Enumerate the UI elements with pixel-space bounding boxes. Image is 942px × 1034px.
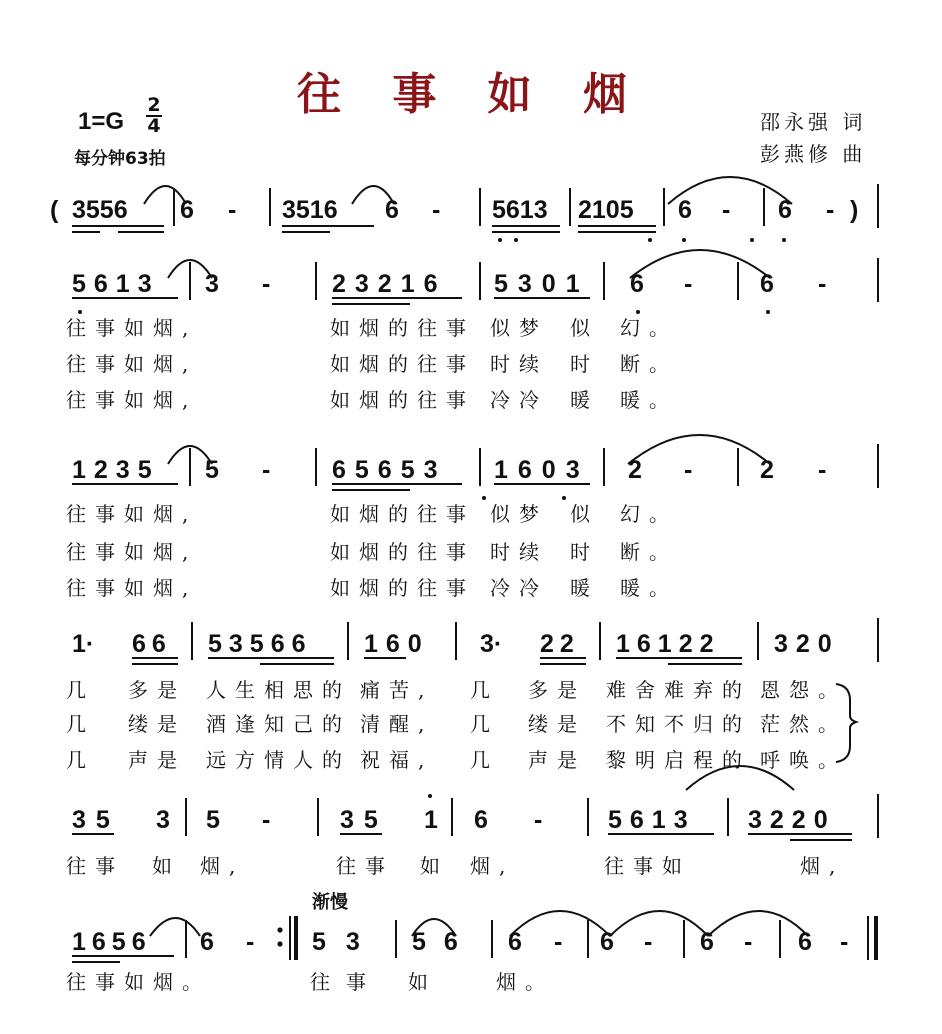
lyric-e: 烟。 xyxy=(496,970,554,994)
lyric-verse1-e: 幻。 xyxy=(620,316,678,340)
note-group: 35 xyxy=(340,806,388,834)
sustain-dash: - xyxy=(744,928,753,956)
lyric-verse2-h: 茫然。 xyxy=(760,712,847,736)
lyric-verse1-g: 难舍难弃的 xyxy=(606,678,751,702)
note-group: 320 xyxy=(774,630,840,658)
note-group: 56 xyxy=(412,928,476,956)
note-group: 35 xyxy=(72,806,120,834)
note-group: 6 xyxy=(180,196,194,224)
note-group: 6 xyxy=(385,196,399,224)
note-group: 6 xyxy=(700,928,714,956)
lyric-c: 烟, xyxy=(200,854,245,878)
lyric-verse2-a: 往事如烟, xyxy=(66,352,198,376)
note-group: 3 xyxy=(205,270,219,298)
note-group: 5 xyxy=(205,456,219,484)
lyric-verse2-d: 清醒, xyxy=(360,712,434,736)
lyric-verse2-c: 时续 xyxy=(490,352,548,376)
sustain-dash: - xyxy=(826,196,835,224)
close-paren: ) xyxy=(850,196,859,224)
sustain-dash: - xyxy=(644,928,653,956)
note-group: 5613 xyxy=(72,270,160,298)
sustain-dash: - xyxy=(554,928,563,956)
lyric-verse2-d: 时 xyxy=(570,352,599,376)
lyric-d: 如 xyxy=(408,970,437,994)
sustain-dash: - xyxy=(818,270,827,298)
note-group: 16122 xyxy=(616,630,721,658)
lyric-e: 如 xyxy=(420,854,449,878)
lyric-verse1-h: 恩怨。 xyxy=(760,678,847,702)
time-signature-numerator: 2 xyxy=(147,94,161,116)
lyric-f: 烟, xyxy=(470,854,515,878)
lyric-verse3-h: 呼唤。 xyxy=(760,748,847,772)
note-group: 6 xyxy=(798,928,812,956)
lyric-verse2-c: 时续 xyxy=(490,540,548,564)
lyric-verse1-a: 往事如烟, xyxy=(66,502,198,526)
sustain-dash: - xyxy=(722,196,731,224)
lyric-verse3-g: 黎明启程的 xyxy=(606,748,751,772)
note-group: 5613 xyxy=(608,806,696,834)
lyric-g: 往事如 xyxy=(604,854,691,878)
lyric-verse3-a: 往事如烟, xyxy=(66,388,198,412)
lyric-verse1-c: 人生相思的 xyxy=(206,678,351,702)
note-group: 1235 xyxy=(72,456,160,484)
lyric-verse3-e: 暖。 xyxy=(620,576,678,600)
lyric-verse3-e: 几 xyxy=(470,748,499,772)
song-title: 往 事 如 烟 xyxy=(297,69,645,120)
lyricist-credit: 邵永强 词 xyxy=(760,110,867,134)
sustain-dash: - xyxy=(818,456,827,484)
note-group: 23216 xyxy=(332,270,447,298)
lyric-verse1-c: 似梦 xyxy=(490,316,548,340)
lyric-verse1-f: 多是 xyxy=(528,678,586,702)
lyric-verse2-e: 几 xyxy=(470,712,499,736)
lyric-verse1-d: 痛苦, xyxy=(360,678,434,702)
sustain-dash: - xyxy=(432,196,441,224)
note-group: 160 xyxy=(364,630,430,658)
lyric-a: 往事 xyxy=(66,854,124,878)
key-signature: 1=G xyxy=(78,108,125,135)
note-group: 1603 xyxy=(494,456,590,484)
lyric-verse2-f: 缕是 xyxy=(528,712,586,736)
note-group: 6 xyxy=(200,928,214,956)
lyric-verse2-d: 时 xyxy=(570,540,599,564)
lyric-verse3-a: 几 xyxy=(66,748,95,772)
lyric-verse1-b: 多是 xyxy=(128,678,186,702)
lyric-verse1-d: 似 xyxy=(570,316,599,340)
note-group: 6 xyxy=(600,928,614,956)
lyric-verse2-a: 往事如烟, xyxy=(66,540,198,564)
note-group: 65653 xyxy=(332,456,447,484)
note-group: 5 xyxy=(206,806,220,834)
lyric-verse1-b: 如烟的往事 xyxy=(330,502,475,526)
tempo-marking: 每分钟63拍 xyxy=(74,149,166,169)
lyric-verse2-a: 几 xyxy=(66,712,95,736)
lyric-verse2-e: 断。 xyxy=(620,352,678,376)
note-group: 66 xyxy=(132,630,172,658)
note-group: 6 xyxy=(508,928,522,956)
note-group: 5613 xyxy=(492,196,548,224)
note-group: 53566 xyxy=(208,630,313,658)
lyric-verse2-b: 如烟的往事 xyxy=(330,540,475,564)
sustain-dash: - xyxy=(246,928,255,956)
note-group: 2 xyxy=(760,456,774,484)
lyric-verse1-d: 似 xyxy=(570,502,599,526)
note-group: 1 xyxy=(424,806,438,834)
note-group: 6 xyxy=(678,196,692,224)
lyric-d: 往事 xyxy=(336,854,394,878)
lyric-verse1-a: 几 xyxy=(66,678,95,702)
lyric-verse3-d: 暖 xyxy=(570,388,599,412)
lyric-verse3-b: 声是 xyxy=(128,748,186,772)
lyric-b: 如 xyxy=(152,854,181,878)
open-paren: ( xyxy=(50,196,59,224)
note-group: 6 xyxy=(474,806,488,834)
note-group: 2105 xyxy=(578,196,634,224)
lyric-verse1-a: 往事如烟, xyxy=(66,316,198,340)
note-group: 22 xyxy=(540,630,580,658)
lyric-a: 往事如烟。 xyxy=(66,970,211,994)
note-group: 6 xyxy=(760,270,774,298)
lyric-h: 烟, xyxy=(800,854,845,878)
lyric-verse3-f: 声是 xyxy=(528,748,586,772)
lyric-verse3-d: 祝福, xyxy=(360,748,434,772)
lyric-verse1-e: 几 xyxy=(470,678,499,702)
note-group: 1· xyxy=(72,630,95,658)
sustain-dash: - xyxy=(840,928,849,956)
lyric-verse1-e: 幻。 xyxy=(620,502,678,526)
lyric-verse2-c: 酒逢知己的 xyxy=(206,712,351,736)
lyric-verse2-g: 不知不归的 xyxy=(606,712,751,736)
lyric-verse2-b: 缕是 xyxy=(128,712,186,736)
note-group: 5301 xyxy=(494,270,590,298)
note-group: 3220 xyxy=(748,806,836,834)
lyric-c: 事 xyxy=(346,970,375,994)
note-group: 3· xyxy=(480,630,503,658)
lyric-verse3-c: 冷冷 xyxy=(490,388,548,412)
sustain-dash: - xyxy=(684,270,693,298)
note-group: 2 xyxy=(628,456,642,484)
composer-credit: 彭燕修 曲 xyxy=(760,142,867,166)
lyric-verse3-e: 暖。 xyxy=(620,388,678,412)
lyric-verse3-b: 如烟的往事 xyxy=(330,576,475,600)
sustain-dash: - xyxy=(262,456,271,484)
time-signature-denominator: 4 xyxy=(147,115,161,137)
ritardando-marking: 渐慢 xyxy=(312,892,348,913)
sustain-dash: - xyxy=(262,270,271,298)
note-group: 3516 xyxy=(282,196,338,224)
lyric-verse3-c: 远方情人的 xyxy=(206,748,351,772)
note-group: 53 xyxy=(312,928,380,956)
lyric-b: 往 xyxy=(310,970,339,994)
note-group: 3556 xyxy=(72,196,128,224)
lyric-verse2-b: 如烟的往事 xyxy=(330,352,475,376)
lyric-verse3-b: 如烟的往事 xyxy=(330,388,475,412)
lyric-verse1-b: 如烟的往事 xyxy=(330,316,475,340)
sustain-dash: - xyxy=(228,196,237,224)
note-group: 1656 xyxy=(72,928,152,956)
note-group: 3 xyxy=(156,806,170,834)
lyric-verse3-a: 往事如烟, xyxy=(66,576,198,600)
lyric-verse2-e: 断。 xyxy=(620,540,678,564)
sustain-dash: - xyxy=(684,456,693,484)
note-group: 6 xyxy=(630,270,644,298)
sustain-dash: - xyxy=(262,806,271,834)
sustain-dash: - xyxy=(534,806,543,834)
lyric-verse1-c: 似梦 xyxy=(490,502,548,526)
lyric-verse3-c: 冷冷 xyxy=(490,576,548,600)
note-group: 6 xyxy=(778,196,792,224)
lyric-verse3-d: 暖 xyxy=(570,576,599,600)
